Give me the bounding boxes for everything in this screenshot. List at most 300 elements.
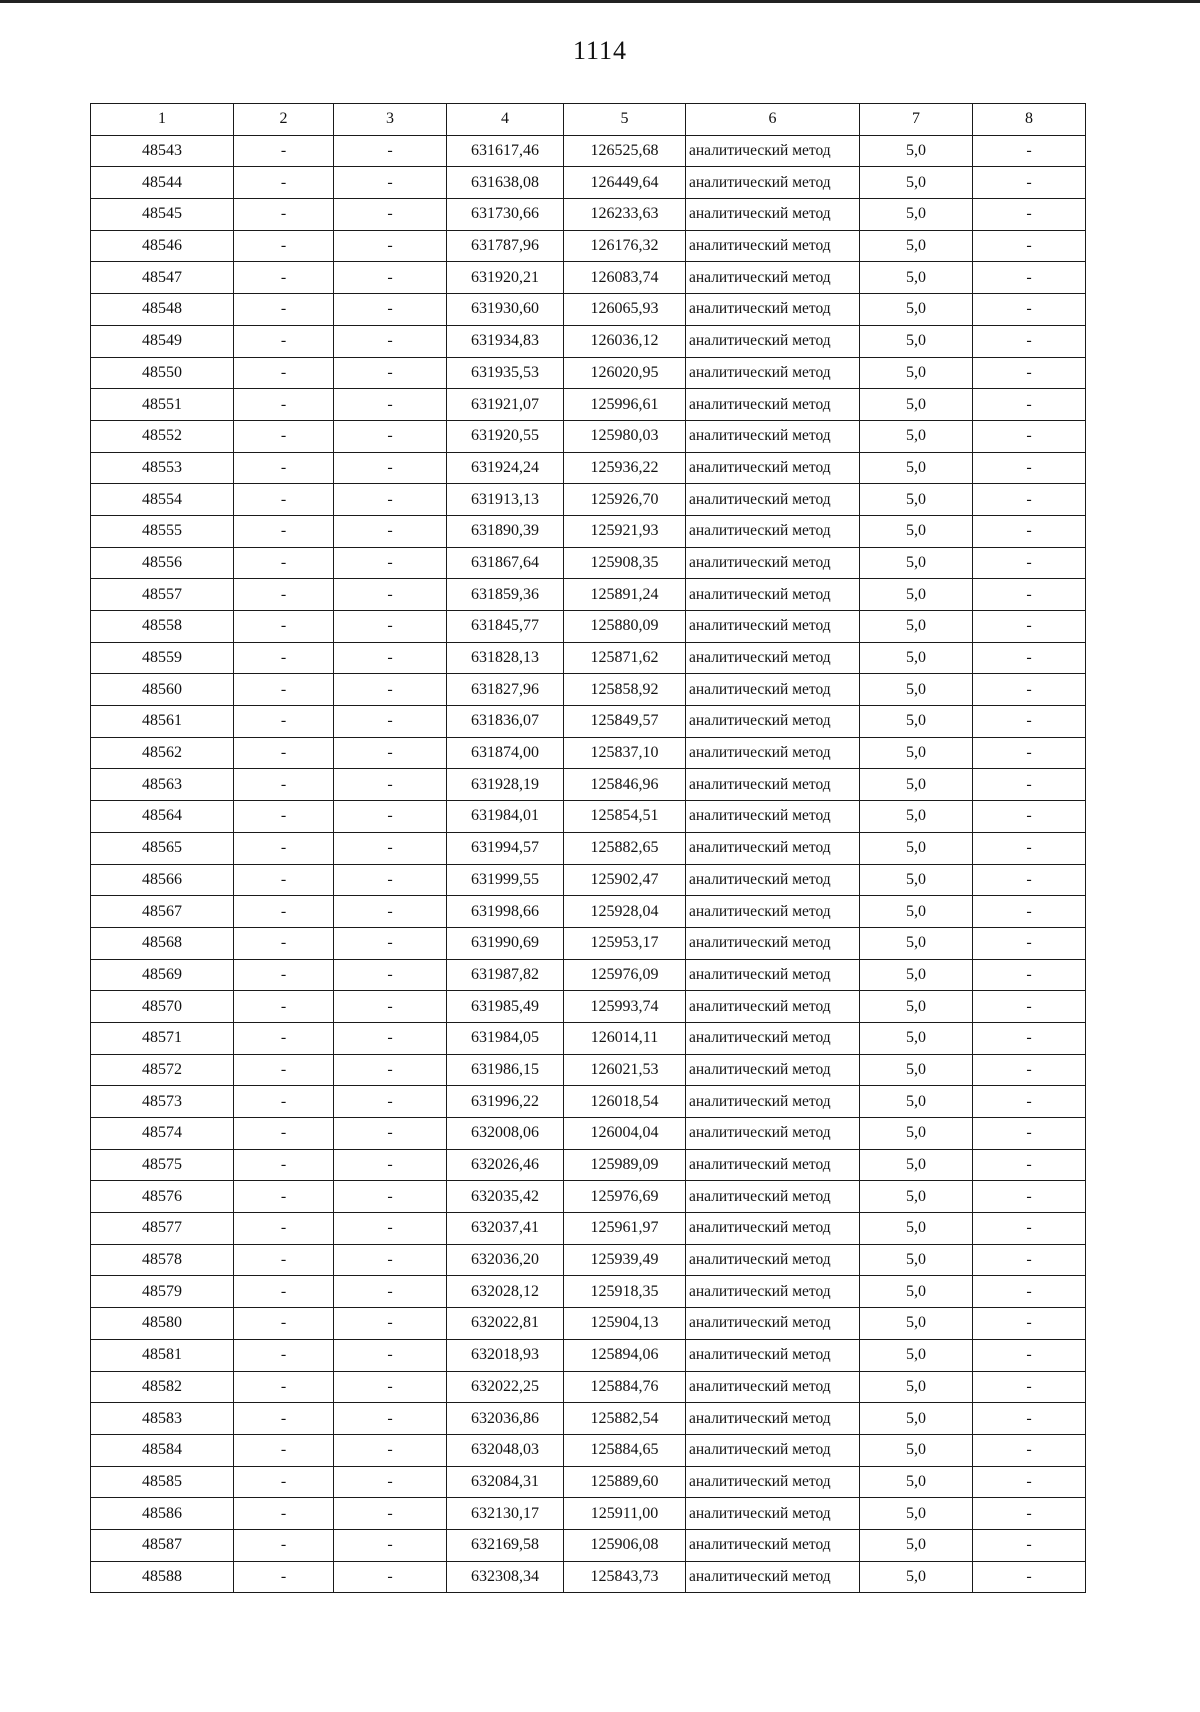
point-number-cell: 48579 — [91, 1276, 234, 1308]
point-number-cell: 48578 — [91, 1244, 234, 1276]
col2-cell: - — [234, 706, 334, 738]
method-cell: аналитический метод — [686, 325, 860, 357]
accuracy-cell: 5,0 — [860, 1276, 973, 1308]
point-number-cell: 48588 — [91, 1561, 234, 1593]
col2-cell: - — [234, 864, 334, 896]
col2-cell: - — [234, 927, 334, 959]
table-row — [91, 1434, 1086, 1466]
point-number-cell: 48572 — [91, 1054, 234, 1086]
accuracy-cell: 5,0 — [860, 1308, 973, 1340]
point-number-cell: 48561 — [91, 706, 234, 738]
col3-cell: - — [334, 1149, 447, 1181]
method-cell: аналитический метод — [686, 706, 860, 738]
col3-cell: - — [334, 1244, 447, 1276]
col8-cell: - — [973, 325, 1086, 357]
accuracy-cell: 5,0 — [860, 1118, 973, 1150]
table-row — [91, 769, 1086, 801]
y-coordinate-cell: 125961,97 — [564, 1213, 686, 1245]
method-cell: аналитический метод — [686, 1371, 860, 1403]
x-coordinate-cell: 632169,58 — [447, 1529, 564, 1561]
accuracy-cell: 5,0 — [860, 484, 973, 516]
col8-cell: - — [973, 1054, 1086, 1086]
col2-cell: - — [234, 1213, 334, 1245]
col3-cell: - — [334, 801, 447, 833]
method-cell: аналитический метод — [686, 1498, 860, 1530]
method-cell: аналитический метод — [686, 262, 860, 294]
col8-cell: - — [973, 1339, 1086, 1371]
method-cell: аналитический метод — [686, 579, 860, 611]
method-cell: аналитический метод — [686, 1054, 860, 1086]
y-coordinate-cell: 125843,73 — [564, 1561, 686, 1593]
x-coordinate-cell: 631935,53 — [447, 357, 564, 389]
y-coordinate-cell: 125884,65 — [564, 1434, 686, 1466]
table-row — [91, 1213, 1086, 1245]
col8-cell: - — [973, 1086, 1086, 1118]
column-header-8: 8 — [973, 104, 1086, 136]
col2-cell: - — [234, 674, 334, 706]
x-coordinate-cell: 631730,66 — [447, 199, 564, 231]
method-cell: аналитический метод — [686, 769, 860, 801]
col8-cell: - — [973, 864, 1086, 896]
col8-cell: - — [973, 1181, 1086, 1213]
x-coordinate-cell: 631999,55 — [447, 864, 564, 896]
col8-cell: - — [973, 959, 1086, 991]
col2-cell: - — [234, 1434, 334, 1466]
col2-cell: - — [234, 357, 334, 389]
col8-cell: - — [973, 515, 1086, 547]
x-coordinate-cell: 631987,82 — [447, 959, 564, 991]
accuracy-cell: 5,0 — [860, 1371, 973, 1403]
col8-cell: - — [973, 1149, 1086, 1181]
point-number-cell: 48549 — [91, 325, 234, 357]
method-cell: аналитический метод — [686, 927, 860, 959]
table-row — [91, 1149, 1086, 1181]
table-row — [91, 706, 1086, 738]
column-header-7: 7 — [860, 104, 973, 136]
col8-cell: - — [973, 1308, 1086, 1340]
accuracy-cell: 5,0 — [860, 896, 973, 928]
x-coordinate-cell: 632035,42 — [447, 1181, 564, 1213]
x-coordinate-cell: 632036,86 — [447, 1403, 564, 1435]
accuracy-cell: 5,0 — [860, 1054, 973, 1086]
col3-cell: - — [334, 1213, 447, 1245]
y-coordinate-cell: 125880,09 — [564, 611, 686, 643]
y-coordinate-cell: 125858,92 — [564, 674, 686, 706]
x-coordinate-cell: 631994,57 — [447, 832, 564, 864]
point-number-cell: 48558 — [91, 611, 234, 643]
point-number-cell: 48564 — [91, 801, 234, 833]
table-row — [91, 135, 1086, 167]
table-row — [91, 896, 1086, 928]
table-row — [91, 832, 1086, 864]
table-body — [91, 135, 1086, 1593]
col8-cell: - — [973, 1529, 1086, 1561]
col2-cell: - — [234, 262, 334, 294]
col3-cell: - — [334, 484, 447, 516]
x-coordinate-cell: 631984,01 — [447, 801, 564, 833]
table-row — [91, 674, 1086, 706]
table-row — [91, 611, 1086, 643]
method-cell: аналитический метод — [686, 1244, 860, 1276]
y-coordinate-cell: 125846,96 — [564, 769, 686, 801]
col3-cell: - — [334, 547, 447, 579]
coordinates-table — [90, 103, 1086, 1593]
point-number-cell: 48581 — [91, 1339, 234, 1371]
y-coordinate-cell: 126065,93 — [564, 294, 686, 326]
y-coordinate-cell: 126176,32 — [564, 230, 686, 262]
col3-cell: - — [334, 199, 447, 231]
col2-cell: - — [234, 1466, 334, 1498]
y-coordinate-cell: 125921,93 — [564, 515, 686, 547]
point-number-cell: 48583 — [91, 1403, 234, 1435]
col3-cell: - — [334, 1498, 447, 1530]
point-number-cell: 48550 — [91, 357, 234, 389]
table-row — [91, 959, 1086, 991]
method-cell: аналитический метод — [686, 959, 860, 991]
table-row — [91, 1022, 1086, 1054]
x-coordinate-cell: 631859,36 — [447, 579, 564, 611]
method-cell: аналитический метод — [686, 294, 860, 326]
x-coordinate-cell: 632037,41 — [447, 1213, 564, 1245]
col3-cell: - — [334, 357, 447, 389]
col2-cell: - — [234, 642, 334, 674]
y-coordinate-cell: 125891,24 — [564, 579, 686, 611]
col2-cell: - — [234, 484, 334, 516]
x-coordinate-cell: 631827,96 — [447, 674, 564, 706]
col2-cell: - — [234, 547, 334, 579]
y-coordinate-cell: 125926,70 — [564, 484, 686, 516]
y-coordinate-cell: 125996,61 — [564, 389, 686, 421]
method-cell: аналитический метод — [686, 135, 860, 167]
y-coordinate-cell: 125911,00 — [564, 1498, 686, 1530]
accuracy-cell: 5,0 — [860, 1434, 973, 1466]
point-number-cell: 48556 — [91, 547, 234, 579]
col2-cell: - — [234, 1403, 334, 1435]
point-number-cell: 48570 — [91, 991, 234, 1023]
method-cell: аналитический метод — [686, 1466, 860, 1498]
col2-cell: - — [234, 167, 334, 199]
x-coordinate-cell: 631920,55 — [447, 420, 564, 452]
x-coordinate-cell: 631913,13 — [447, 484, 564, 516]
y-coordinate-cell: 125936,22 — [564, 452, 686, 484]
point-number-cell: 48566 — [91, 864, 234, 896]
table-row — [91, 1529, 1086, 1561]
y-coordinate-cell: 125953,17 — [564, 927, 686, 959]
col8-cell: - — [973, 135, 1086, 167]
x-coordinate-cell: 631928,19 — [447, 769, 564, 801]
y-coordinate-cell: 126233,63 — [564, 199, 686, 231]
col2-cell: - — [234, 325, 334, 357]
y-coordinate-cell: 125918,35 — [564, 1276, 686, 1308]
table-row — [91, 357, 1086, 389]
x-coordinate-cell: 632130,17 — [447, 1498, 564, 1530]
table-row — [91, 547, 1086, 579]
method-cell: аналитический метод — [686, 991, 860, 1023]
y-coordinate-cell: 125993,74 — [564, 991, 686, 1023]
col3-cell: - — [334, 579, 447, 611]
accuracy-cell: 5,0 — [860, 959, 973, 991]
y-coordinate-cell: 125882,65 — [564, 832, 686, 864]
col2-cell: - — [234, 579, 334, 611]
col2-cell: - — [234, 199, 334, 231]
col3-cell: - — [334, 642, 447, 674]
point-number-cell: 48552 — [91, 420, 234, 452]
table-row — [91, 1371, 1086, 1403]
col3-cell: - — [334, 1181, 447, 1213]
column-header-1: 1 — [91, 104, 234, 136]
table-row — [91, 642, 1086, 674]
point-number-cell: 48546 — [91, 230, 234, 262]
col2-cell: - — [234, 420, 334, 452]
table-row — [91, 167, 1086, 199]
method-cell: аналитический метод — [686, 167, 860, 199]
table-row — [91, 484, 1086, 516]
x-coordinate-cell: 631934,83 — [447, 325, 564, 357]
table-row — [91, 1086, 1086, 1118]
col8-cell: - — [973, 1244, 1086, 1276]
point-number-cell: 48562 — [91, 737, 234, 769]
col3-cell: - — [334, 611, 447, 643]
x-coordinate-cell: 632084,31 — [447, 1466, 564, 1498]
y-coordinate-cell: 126018,54 — [564, 1086, 686, 1118]
point-number-cell: 48559 — [91, 642, 234, 674]
col2-cell: - — [234, 1149, 334, 1181]
column-header-4: 4 — [447, 104, 564, 136]
col8-cell: - — [973, 579, 1086, 611]
col3-cell: - — [334, 167, 447, 199]
point-number-cell: 48582 — [91, 1371, 234, 1403]
accuracy-cell: 5,0 — [860, 706, 973, 738]
y-coordinate-cell: 125882,54 — [564, 1403, 686, 1435]
col3-cell: - — [334, 896, 447, 928]
y-coordinate-cell: 125989,09 — [564, 1149, 686, 1181]
accuracy-cell: 5,0 — [860, 801, 973, 833]
method-cell: аналитический метод — [686, 1529, 860, 1561]
accuracy-cell: 5,0 — [860, 1244, 973, 1276]
accuracy-cell: 5,0 — [860, 1561, 973, 1593]
point-number-cell: 48580 — [91, 1308, 234, 1340]
col8-cell: - — [973, 230, 1086, 262]
table-row — [91, 1498, 1086, 1530]
method-cell: аналитический метод — [686, 1339, 860, 1371]
method-cell: аналитический метод — [686, 642, 860, 674]
col3-cell: - — [334, 325, 447, 357]
table-row — [91, 1339, 1086, 1371]
point-number-cell: 48565 — [91, 832, 234, 864]
method-cell: аналитический метод — [686, 1181, 860, 1213]
col8-cell: - — [973, 896, 1086, 928]
y-coordinate-cell: 125928,04 — [564, 896, 686, 928]
y-coordinate-cell: 125894,06 — [564, 1339, 686, 1371]
point-number-cell: 48585 — [91, 1466, 234, 1498]
table-row — [91, 801, 1086, 833]
col2-cell: - — [234, 959, 334, 991]
col3-cell: - — [334, 1339, 447, 1371]
x-coordinate-cell: 632028,12 — [447, 1276, 564, 1308]
x-coordinate-cell: 632048,03 — [447, 1434, 564, 1466]
point-number-cell: 48569 — [91, 959, 234, 991]
col3-cell: - — [334, 230, 447, 262]
col3-cell: - — [334, 991, 447, 1023]
col2-cell: - — [234, 801, 334, 833]
x-coordinate-cell: 631990,69 — [447, 927, 564, 959]
method-cell: аналитический метод — [686, 357, 860, 389]
accuracy-cell: 5,0 — [860, 135, 973, 167]
col2-cell: - — [234, 1118, 334, 1150]
x-coordinate-cell: 631998,66 — [447, 896, 564, 928]
y-coordinate-cell: 125908,35 — [564, 547, 686, 579]
point-number-cell: 48543 — [91, 135, 234, 167]
method-cell: аналитический метод — [686, 1276, 860, 1308]
accuracy-cell: 5,0 — [860, 832, 973, 864]
col2-cell: - — [234, 1181, 334, 1213]
col8-cell: - — [973, 1276, 1086, 1308]
col3-cell: - — [334, 1529, 447, 1561]
col8-cell: - — [973, 389, 1086, 421]
table-row — [91, 262, 1086, 294]
table-row — [91, 230, 1086, 262]
col3-cell: - — [334, 389, 447, 421]
table-row — [91, 389, 1086, 421]
y-coordinate-cell: 125849,57 — [564, 706, 686, 738]
accuracy-cell: 5,0 — [860, 420, 973, 452]
col2-cell: - — [234, 1276, 334, 1308]
method-cell: аналитический метод — [686, 674, 860, 706]
accuracy-cell: 5,0 — [860, 357, 973, 389]
x-coordinate-cell: 632022,81 — [447, 1308, 564, 1340]
column-header-5: 5 — [564, 104, 686, 136]
table-row — [91, 420, 1086, 452]
y-coordinate-cell: 126014,11 — [564, 1022, 686, 1054]
x-coordinate-cell: 631845,77 — [447, 611, 564, 643]
x-coordinate-cell: 632308,34 — [447, 1561, 564, 1593]
method-cell: аналитический метод — [686, 515, 860, 547]
table-row — [91, 579, 1086, 611]
col2-cell: - — [234, 135, 334, 167]
accuracy-cell: 5,0 — [860, 1149, 973, 1181]
col2-cell: - — [234, 230, 334, 262]
col8-cell: - — [973, 1561, 1086, 1593]
col3-cell: - — [334, 927, 447, 959]
col3-cell: - — [334, 452, 447, 484]
method-cell: аналитический метод — [686, 611, 860, 643]
y-coordinate-cell: 125904,13 — [564, 1308, 686, 1340]
col3-cell: - — [334, 959, 447, 991]
x-coordinate-cell: 632036,20 — [447, 1244, 564, 1276]
col8-cell: - — [973, 1403, 1086, 1435]
x-coordinate-cell: 631617,46 — [447, 135, 564, 167]
accuracy-cell: 5,0 — [860, 1498, 973, 1530]
method-cell: аналитический метод — [686, 1118, 860, 1150]
col2-cell: - — [234, 991, 334, 1023]
col2-cell: - — [234, 452, 334, 484]
col8-cell: - — [973, 484, 1086, 516]
table-row — [91, 1244, 1086, 1276]
col3-cell: - — [334, 1561, 447, 1593]
y-coordinate-cell: 125871,62 — [564, 642, 686, 674]
method-cell: аналитический метод — [686, 389, 860, 421]
col8-cell: - — [973, 547, 1086, 579]
x-coordinate-cell: 631836,07 — [447, 706, 564, 738]
col2-cell: - — [234, 294, 334, 326]
y-coordinate-cell: 126525,68 — [564, 135, 686, 167]
col8-cell: - — [973, 1371, 1086, 1403]
y-coordinate-cell: 125976,09 — [564, 959, 686, 991]
col3-cell: - — [334, 262, 447, 294]
col2-cell: - — [234, 832, 334, 864]
col2-cell: - — [234, 1339, 334, 1371]
accuracy-cell: 5,0 — [860, 864, 973, 896]
col8-cell: - — [973, 927, 1086, 959]
x-coordinate-cell: 631984,05 — [447, 1022, 564, 1054]
col3-cell: - — [334, 1118, 447, 1150]
method-cell: аналитический метод — [686, 737, 860, 769]
accuracy-cell: 5,0 — [860, 199, 973, 231]
method-cell: аналитический метод — [686, 547, 860, 579]
point-number-cell: 48545 — [91, 199, 234, 231]
point-number-cell: 48586 — [91, 1498, 234, 1530]
x-coordinate-cell: 632018,93 — [447, 1339, 564, 1371]
accuracy-cell: 5,0 — [860, 452, 973, 484]
accuracy-cell: 5,0 — [860, 579, 973, 611]
accuracy-cell: 5,0 — [860, 1181, 973, 1213]
col3-cell: - — [334, 832, 447, 864]
col3-cell: - — [334, 515, 447, 547]
col3-cell: - — [334, 737, 447, 769]
table-row — [91, 864, 1086, 896]
table-row — [91, 1276, 1086, 1308]
col8-cell: - — [973, 1466, 1086, 1498]
col3-cell: - — [334, 294, 447, 326]
x-coordinate-cell: 632022,25 — [447, 1371, 564, 1403]
point-number-cell: 48575 — [91, 1149, 234, 1181]
col2-cell: - — [234, 1529, 334, 1561]
column-header-6: 6 — [686, 104, 860, 136]
x-coordinate-cell: 631890,39 — [447, 515, 564, 547]
accuracy-cell: 5,0 — [860, 1086, 973, 1118]
method-cell: аналитический метод — [686, 832, 860, 864]
col2-cell: - — [234, 1244, 334, 1276]
method-cell: аналитический метод — [686, 199, 860, 231]
method-cell: аналитический метод — [686, 1434, 860, 1466]
header-row — [91, 104, 1086, 136]
col8-cell: - — [973, 991, 1086, 1023]
table-row — [91, 515, 1086, 547]
y-coordinate-cell: 125854,51 — [564, 801, 686, 833]
table-row — [91, 927, 1086, 959]
col8-cell: - — [973, 294, 1086, 326]
col3-cell: - — [334, 1466, 447, 1498]
method-cell: аналитический метод — [686, 1149, 860, 1181]
col3-cell: - — [334, 1403, 447, 1435]
method-cell: аналитический метод — [686, 864, 860, 896]
col3-cell: - — [334, 864, 447, 896]
method-cell: аналитический метод — [686, 420, 860, 452]
col3-cell: - — [334, 1434, 447, 1466]
accuracy-cell: 5,0 — [860, 389, 973, 421]
col3-cell: - — [334, 135, 447, 167]
x-coordinate-cell: 632008,06 — [447, 1118, 564, 1150]
page-number: 1114 — [572, 36, 628, 65]
table-row — [91, 1466, 1086, 1498]
col3-cell: - — [334, 1054, 447, 1086]
point-number-cell: 48574 — [91, 1118, 234, 1150]
point-number-cell: 48567 — [91, 896, 234, 928]
point-number-cell: 48560 — [91, 674, 234, 706]
y-coordinate-cell: 125902,47 — [564, 864, 686, 896]
col2-cell: - — [234, 737, 334, 769]
col3-cell: - — [334, 1308, 447, 1340]
